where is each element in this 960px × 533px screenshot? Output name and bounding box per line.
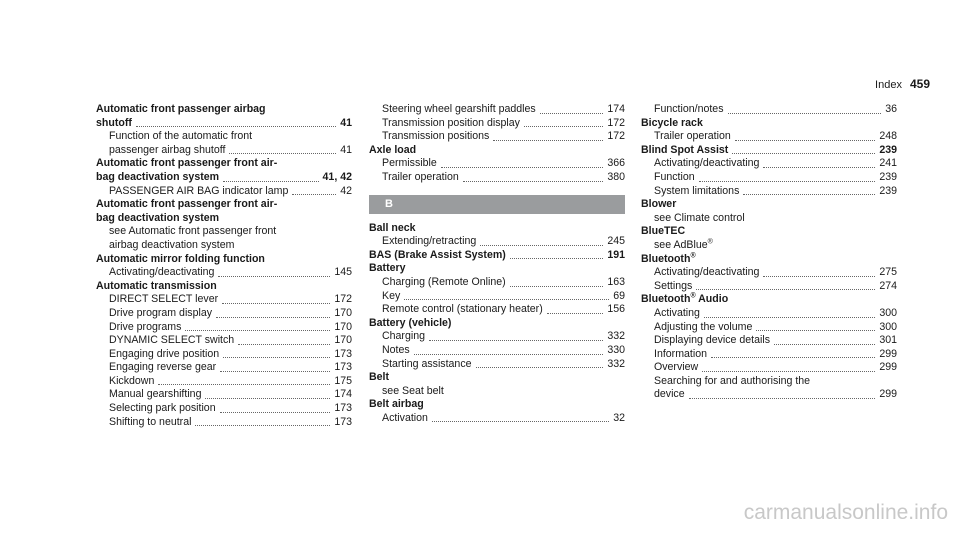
page-reference: 174 xyxy=(334,388,352,401)
entry-term: Automatic front passenger front air- xyxy=(96,198,278,211)
index-entry xyxy=(641,130,897,144)
index-entry xyxy=(96,334,352,348)
leader-dots xyxy=(480,245,603,246)
index-entry xyxy=(369,235,625,249)
entry-term: Starting assistance xyxy=(382,357,472,370)
index-text xyxy=(641,212,897,226)
index-entry xyxy=(96,293,352,307)
entry-term: DYNAMIC SELECT switch xyxy=(109,334,235,347)
entry-term: Blower xyxy=(641,198,677,211)
leader-dots xyxy=(220,412,331,413)
index-text xyxy=(96,225,352,239)
entry-term: Steering wheel gearshift paddles xyxy=(382,103,536,115)
section-heading: B xyxy=(369,195,625,214)
leader-dots xyxy=(689,398,876,399)
index-entry xyxy=(96,321,352,335)
entry-term: Blind Spot Assist xyxy=(641,143,729,156)
index-entry xyxy=(369,171,625,185)
page-reference: 170 xyxy=(334,334,352,347)
page-reference: 332 xyxy=(607,357,625,370)
index-text xyxy=(96,239,352,253)
entry-term: Battery xyxy=(369,262,406,275)
entry-term: Extending/retracting xyxy=(382,235,477,248)
leader-dots xyxy=(711,357,875,358)
page-reference: 41 xyxy=(340,116,352,129)
leader-dots xyxy=(223,357,330,358)
leader-dots xyxy=(756,330,875,331)
leader-dots xyxy=(238,344,330,345)
leader-dots xyxy=(774,344,875,345)
index-entry xyxy=(96,348,352,362)
page-reference: 275 xyxy=(879,266,897,279)
entry-term: Battery (vehicle) xyxy=(369,316,452,329)
index-text xyxy=(96,103,352,117)
entry-term: Engaging reverse gear xyxy=(109,361,217,374)
page-reference: 41 xyxy=(340,143,352,156)
index-column-2 xyxy=(369,103,625,425)
leader-dots xyxy=(493,140,603,141)
index-entry xyxy=(641,266,897,280)
registered-mark: ® xyxy=(690,252,696,259)
leader-dots xyxy=(229,153,336,154)
leader-dots xyxy=(547,313,604,314)
entry-term: Remote control (stationary heater) xyxy=(382,303,543,316)
entry-term: Automatic mirror folding function xyxy=(96,252,265,265)
entry-term: shutoff xyxy=(96,116,132,129)
page-reference: 245 xyxy=(607,235,625,248)
entry-term: Searching for and authorising the xyxy=(654,374,811,387)
entry-term: Transmission position display xyxy=(382,116,520,129)
index-text xyxy=(96,157,352,171)
index-text xyxy=(96,198,352,212)
entry-term: Manual gearshifting xyxy=(109,388,202,401)
leader-dots xyxy=(510,286,604,287)
leader-dots xyxy=(205,398,330,399)
page-reference: 191 xyxy=(607,248,625,261)
leader-dots xyxy=(735,140,876,141)
index-entry xyxy=(96,375,352,389)
leader-dots xyxy=(222,303,330,304)
entry-term: Shifting to neutral xyxy=(109,415,192,428)
index-entry xyxy=(641,321,897,335)
leader-dots xyxy=(699,181,876,182)
leader-dots xyxy=(510,258,604,259)
page-reference: 145 xyxy=(334,266,352,279)
index-text xyxy=(641,253,897,267)
index-entry xyxy=(641,348,897,362)
index-text xyxy=(96,253,352,267)
entry-term: Settings xyxy=(654,279,693,292)
entry-term: see Automatic front passenger front xyxy=(109,225,277,238)
page-reference: 69 xyxy=(613,289,625,302)
index-entry xyxy=(641,388,897,402)
leader-dots xyxy=(429,340,603,341)
page-reference: 170 xyxy=(334,320,352,333)
entry-term: Transmission positions xyxy=(382,130,490,143)
leader-dots xyxy=(158,384,330,385)
entry-term: Automatic front passenger airbag xyxy=(96,103,266,115)
leader-dots xyxy=(216,317,330,318)
leader-dots xyxy=(414,354,604,355)
index-entry xyxy=(641,307,897,321)
index-entry xyxy=(96,388,352,402)
index-entry xyxy=(96,416,352,430)
index-entry xyxy=(369,276,625,290)
leader-dots xyxy=(223,181,318,182)
leader-dots xyxy=(524,126,603,127)
page-reference: 274 xyxy=(879,279,897,292)
index-entry xyxy=(96,117,352,131)
entry-term: Ball neck xyxy=(369,221,416,234)
entry-term: Key xyxy=(382,289,401,302)
index-entry xyxy=(641,171,897,185)
entry-term: Activating/deactivating xyxy=(654,266,760,279)
index-text xyxy=(369,222,625,236)
entry-term: Kickdown xyxy=(109,374,155,387)
entry-term: Charging xyxy=(382,330,425,343)
index-entry xyxy=(369,130,625,144)
entry-term: System limitations xyxy=(654,184,740,197)
page-reference: 42 xyxy=(340,184,352,197)
registered-mark: ® xyxy=(690,292,696,300)
page-reference: 173 xyxy=(334,415,352,428)
leader-dots xyxy=(732,153,875,154)
entry-term: Function/notes xyxy=(654,103,724,115)
page-reference: 41, 42 xyxy=(322,170,352,183)
entry-term: Function of the automatic front xyxy=(109,130,253,143)
index-entry xyxy=(369,344,625,358)
leader-dots xyxy=(136,126,336,127)
index-entry xyxy=(369,330,625,344)
page-reference: 173 xyxy=(334,361,352,374)
header-label: Index xyxy=(875,79,902,91)
index-column-3 xyxy=(641,103,897,402)
page-reference: 241 xyxy=(879,157,897,170)
entry-term: bag deactivation system xyxy=(96,170,220,183)
leader-dots xyxy=(218,276,330,277)
entry-term: Belt airbag xyxy=(369,398,424,411)
page-reference: 175 xyxy=(334,374,352,387)
page-reference: 366 xyxy=(607,157,625,170)
entry-term: Activating xyxy=(654,306,700,319)
index-entry xyxy=(369,412,625,426)
entry-term: Information xyxy=(654,347,707,360)
page-reference: 170 xyxy=(334,306,352,319)
entry-term: device xyxy=(654,388,685,401)
index-text xyxy=(96,130,352,144)
leader-dots xyxy=(728,113,882,114)
entry-term: Selecting park position xyxy=(109,402,216,415)
index-text xyxy=(641,225,897,239)
index-entry xyxy=(641,334,897,348)
index-column-1 xyxy=(96,103,352,429)
entry-term: Bluetooth xyxy=(641,293,691,306)
index-text xyxy=(369,144,625,158)
entry-term: Displaying device details xyxy=(654,334,771,347)
entry-term: see Climate control xyxy=(654,211,745,224)
page-reference: 32 xyxy=(613,411,625,424)
index-entry xyxy=(96,402,352,416)
page-reference: 173 xyxy=(334,347,352,360)
page-reference: 239 xyxy=(879,143,897,156)
entry-term: DIRECT SELECT lever xyxy=(109,293,219,306)
registered-mark: ® xyxy=(707,238,713,246)
page-reference: 156 xyxy=(607,303,625,316)
index-entry xyxy=(369,358,625,372)
index-text xyxy=(96,212,352,226)
entry-term: BAS (Brake Assist System) xyxy=(369,248,506,261)
page-reference: 299 xyxy=(879,388,897,401)
page-reference: 239 xyxy=(879,184,897,197)
index-text xyxy=(641,239,897,253)
entry-term: Belt xyxy=(369,371,390,384)
page-reference: 248 xyxy=(879,130,897,143)
index-entry xyxy=(369,303,625,317)
page-reference: 172 xyxy=(607,116,625,129)
leader-dots xyxy=(220,371,330,372)
index-entry xyxy=(96,171,352,185)
page-reference: 172 xyxy=(334,293,352,306)
entry-term: Charging (Remote Online) xyxy=(382,275,506,288)
entry-term: Engaging drive position xyxy=(109,347,220,360)
index-entry xyxy=(369,117,625,131)
entry-term: Activating/deactivating xyxy=(654,157,760,170)
page-reference: 300 xyxy=(879,320,897,333)
entry-term: see AdBlue xyxy=(654,238,708,251)
index-entry xyxy=(369,290,625,304)
page-reference: 301 xyxy=(879,334,897,347)
index-entry xyxy=(641,185,897,199)
index-entry xyxy=(96,266,352,280)
index-entry xyxy=(641,280,897,294)
leader-dots xyxy=(292,194,336,195)
entry-term: see Seat belt xyxy=(382,384,444,397)
leader-dots xyxy=(696,289,875,290)
leader-dots xyxy=(743,194,875,195)
entry-term: Trailer operation xyxy=(654,130,731,143)
leader-dots xyxy=(476,367,604,368)
index-entry xyxy=(369,103,625,117)
leader-dots xyxy=(702,371,875,372)
entry-term: bag deactivation system xyxy=(96,211,220,224)
entry-term: Trailer operation xyxy=(382,170,459,183)
entry-term: Overview xyxy=(654,361,699,374)
index-entry xyxy=(96,361,352,375)
leader-dots xyxy=(195,425,330,426)
watermark: carmanualsonline.info xyxy=(743,501,948,524)
entry-term: Permissible xyxy=(382,157,437,170)
page-reference: 299 xyxy=(879,361,897,374)
index-text xyxy=(641,198,897,212)
index-entry xyxy=(641,157,897,171)
page-reference: 172 xyxy=(607,130,625,143)
leader-dots xyxy=(463,181,604,182)
index-text xyxy=(369,398,625,412)
index-entry xyxy=(96,144,352,158)
page-reference: 299 xyxy=(879,347,897,360)
entry-term: BlueTEC xyxy=(641,225,686,238)
entry-term: passenger airbag shutoff xyxy=(109,143,226,156)
index-entry xyxy=(96,185,352,199)
entry-term: Drive program display xyxy=(109,306,213,319)
index-text xyxy=(641,375,897,389)
index-text xyxy=(369,371,625,385)
entry-term: Automatic front passenger front air- xyxy=(96,157,278,170)
entry-term: Activating/deactivating xyxy=(109,266,215,279)
entry-term: Notes xyxy=(382,343,410,356)
leader-dots xyxy=(763,276,875,277)
index-text xyxy=(96,280,352,294)
entry-term: Function xyxy=(654,170,695,183)
index-text xyxy=(369,262,625,276)
entry-term: Drive programs xyxy=(109,320,182,333)
page-reference: 36 xyxy=(885,103,897,115)
page-reference: 173 xyxy=(334,402,352,415)
leader-dots xyxy=(185,330,330,331)
entry-term: Adjusting the volume xyxy=(654,320,753,333)
entry-term: Bluetooth xyxy=(641,252,691,265)
entry-term: airbag deactivation system xyxy=(109,238,235,251)
page-header xyxy=(875,77,930,91)
index-text xyxy=(369,385,625,399)
page-reference: 239 xyxy=(879,170,897,183)
leader-dots xyxy=(432,421,609,422)
page-number: 459 xyxy=(909,77,930,91)
index-entry xyxy=(641,144,897,158)
leader-dots xyxy=(763,167,875,168)
index-entry xyxy=(369,157,625,171)
page-reference: 330 xyxy=(607,343,625,356)
leader-dots xyxy=(441,167,604,168)
index-text xyxy=(641,117,897,131)
entry-term: PASSENGER AIR BAG indicator lamp xyxy=(109,184,289,197)
index-text xyxy=(641,293,897,307)
leader-dots xyxy=(404,299,609,300)
index-text xyxy=(369,317,625,331)
leader-dots xyxy=(704,317,875,318)
page-reference: 380 xyxy=(607,170,625,183)
index-entry xyxy=(96,307,352,321)
page-reference: 300 xyxy=(879,306,897,319)
entry-term: Automatic transmission xyxy=(96,279,217,292)
entry-term: Axle load xyxy=(369,143,417,156)
index-entry xyxy=(369,249,625,263)
leader-dots xyxy=(540,113,604,114)
entry-term: Activation xyxy=(382,411,428,424)
entry-term-suffix: Audio xyxy=(695,293,729,306)
index-entry xyxy=(641,361,897,375)
page-reference: 332 xyxy=(607,330,625,343)
entry-term: Bicycle rack xyxy=(641,116,703,129)
index-entry xyxy=(641,103,897,117)
page-reference: 174 xyxy=(607,103,625,115)
page-reference: 163 xyxy=(607,275,625,288)
